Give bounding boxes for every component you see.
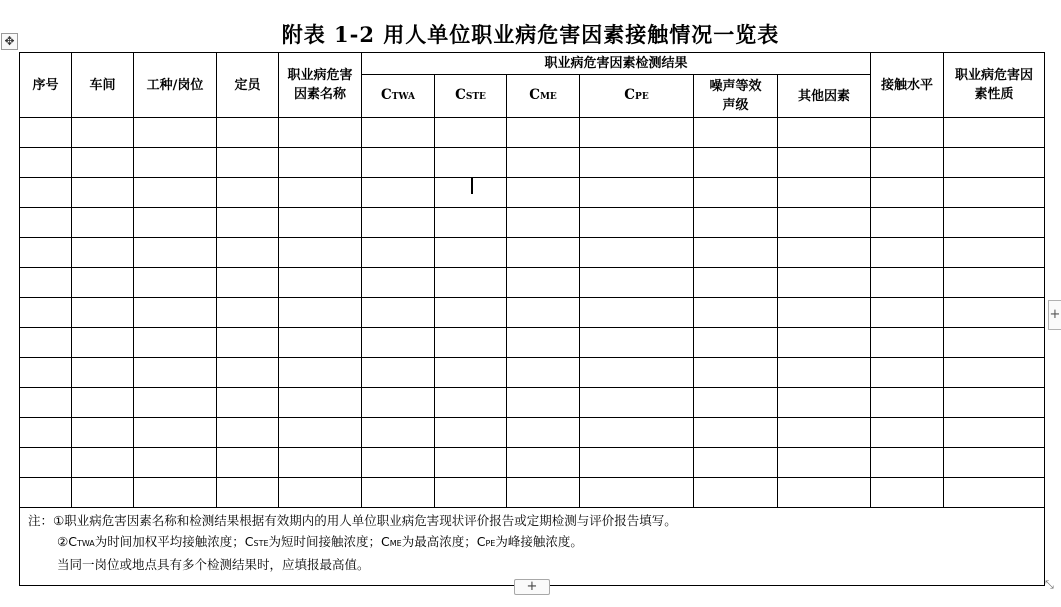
table-cell[interactable] [778, 328, 871, 358]
table-cell[interactable] [871, 358, 944, 388]
table-cell[interactable] [279, 178, 362, 208]
table-move-handle-icon[interactable]: ✥ [1, 33, 18, 50]
table-cell[interactable] [778, 238, 871, 268]
table-cell[interactable] [778, 418, 871, 448]
table-cell[interactable] [871, 478, 944, 508]
table-cell[interactable] [778, 388, 871, 418]
table-cell[interactable] [944, 208, 1045, 238]
table-row [20, 268, 1045, 298]
table-cell[interactable] [694, 268, 778, 298]
table-cell[interactable] [134, 298, 217, 328]
table-cell[interactable] [134, 118, 217, 148]
table-row [20, 208, 1045, 238]
table-cell[interactable] [134, 208, 217, 238]
table-cell[interactable] [362, 328, 435, 358]
table-cell[interactable] [944, 478, 1045, 508]
table-cell[interactable] [944, 448, 1045, 478]
table-row [20, 328, 1045, 358]
header-job: 工种/岗位 [134, 53, 217, 118]
table-cell[interactable] [694, 448, 778, 478]
table-cell[interactable] [580, 388, 694, 418]
page-title: 附表 1-2 用人单位职业病危害因素接触情况一览表 [281, 22, 780, 47]
table-cell[interactable] [694, 388, 778, 418]
table-cell[interactable] [435, 448, 507, 478]
table-cell[interactable] [435, 298, 507, 328]
table-cell[interactable] [871, 238, 944, 268]
table-cell[interactable] [435, 208, 507, 238]
table-cell[interactable] [507, 298, 580, 328]
table-cell[interactable] [694, 358, 778, 388]
add-row-icon[interactable]: + [514, 579, 550, 595]
table-cell[interactable] [72, 298, 134, 328]
table-cell[interactable] [871, 418, 944, 448]
table-row [20, 178, 1045, 208]
table-cell[interactable] [72, 268, 134, 298]
table-cell[interactable] [694, 178, 778, 208]
table-notes [20, 508, 1045, 586]
header-c-me: CME [507, 75, 580, 118]
header-detection-group: 职业病危害因素检测结果 [362, 53, 871, 75]
table-cell[interactable] [507, 178, 580, 208]
table-cell[interactable] [20, 148, 72, 178]
table-cell[interactable] [944, 148, 1045, 178]
table-cell[interactable] [435, 268, 507, 298]
table-cell[interactable] [217, 148, 279, 178]
table-cell[interactable] [778, 118, 871, 148]
table-cell[interactable] [778, 178, 871, 208]
table-cell[interactable] [20, 358, 72, 388]
table-cell[interactable] [217, 178, 279, 208]
table-cell[interactable] [72, 118, 134, 148]
header-c-pe: CPE [580, 75, 694, 118]
table-cell[interactable] [944, 298, 1045, 328]
table-cell[interactable] [279, 478, 362, 508]
table-cell[interactable] [134, 268, 217, 298]
table-cell[interactable] [72, 328, 134, 358]
table-cell[interactable] [507, 448, 580, 478]
table-cell[interactable] [694, 208, 778, 238]
table-row [20, 358, 1045, 388]
header-seq: 序号 [20, 53, 72, 118]
table-cell[interactable] [580, 238, 694, 268]
table-cell[interactable] [20, 388, 72, 418]
table-cell[interactable] [507, 268, 580, 298]
table-cell[interactable] [944, 178, 1045, 208]
table-cell[interactable] [778, 208, 871, 238]
table-cell[interactable] [134, 148, 217, 178]
table-cell[interactable] [871, 178, 944, 208]
table-cell[interactable] [435, 478, 507, 508]
table-cell[interactable] [72, 208, 134, 238]
table-cell[interactable] [217, 298, 279, 328]
table-cell[interactable] [362, 418, 435, 448]
table-cell[interactable] [72, 448, 134, 478]
table-cell[interactable] [694, 148, 778, 178]
table-cell[interactable] [362, 268, 435, 298]
table-cell[interactable] [279, 208, 362, 238]
table-cell[interactable] [362, 358, 435, 388]
table-cell[interactable] [279, 148, 362, 178]
table-cell[interactable] [435, 148, 507, 178]
table-cell[interactable] [279, 298, 362, 328]
table-cell[interactable] [778, 478, 871, 508]
table-cell[interactable] [694, 328, 778, 358]
table-cell[interactable] [944, 388, 1045, 418]
header-exposure-level: 接触水平 [871, 53, 944, 118]
table-cell[interactable] [871, 388, 944, 418]
table-cell[interactable] [944, 118, 1045, 148]
table-cell[interactable] [134, 178, 217, 208]
header-c-ste: CSTE [435, 75, 507, 118]
table-cell[interactable] [72, 388, 134, 418]
table-cell[interactable] [20, 478, 72, 508]
table-cell[interactable] [507, 388, 580, 418]
table-cell[interactable] [871, 118, 944, 148]
table-cell[interactable] [871, 208, 944, 238]
table-cell[interactable] [217, 388, 279, 418]
table-cell[interactable] [778, 448, 871, 478]
table-cell[interactable] [871, 298, 944, 328]
table-row [20, 118, 1045, 148]
note-line-3: 当同一岗位或地点具有多个检测结果时，应填报最高值。 [57, 557, 370, 572]
table-cell[interactable] [134, 328, 217, 358]
table-cell[interactable] [580, 208, 694, 238]
table-cell[interactable] [279, 268, 362, 298]
table-cell[interactable] [72, 478, 134, 508]
note-line-1: 注：①职业病危害因素名称和检测结果根据有效期内的用人单位职业病危害现状评价报告或定期检测与评价报告填写。 [28, 513, 677, 528]
header-other: 其他因素 [778, 75, 871, 118]
table-row [20, 388, 1045, 418]
table-cell[interactable] [72, 418, 134, 448]
table-cell[interactable] [20, 238, 72, 268]
table-cell[interactable] [362, 478, 435, 508]
table-cell[interactable] [944, 328, 1045, 358]
table-body [20, 118, 1045, 508]
table-cell[interactable] [435, 418, 507, 448]
table-cell[interactable] [279, 388, 362, 418]
table-cell[interactable] [507, 418, 580, 448]
table-cell[interactable] [435, 358, 507, 388]
header-nature: 职业病危害因素性质 [944, 53, 1045, 118]
table-cell[interactable] [279, 238, 362, 268]
table-cell[interactable] [778, 148, 871, 178]
table-cell[interactable] [944, 268, 1045, 298]
table-cell[interactable] [20, 118, 72, 148]
table-cell[interactable] [580, 178, 694, 208]
table-cell[interactable] [362, 208, 435, 238]
table-cell[interactable] [944, 238, 1045, 268]
table-cell[interactable] [362, 298, 435, 328]
table-cell[interactable] [217, 328, 279, 358]
table-cell[interactable] [20, 328, 72, 358]
table-cell[interactable] [279, 118, 362, 148]
table-cell[interactable] [778, 358, 871, 388]
table-cell[interactable] [279, 358, 362, 388]
table-cell[interactable] [362, 118, 435, 148]
table-cell[interactable] [217, 208, 279, 238]
table-cell[interactable] [134, 478, 217, 508]
table-row [20, 418, 1045, 448]
table-cell[interactable] [20, 298, 72, 328]
table-cell[interactable] [580, 448, 694, 478]
table-cell[interactable] [507, 148, 580, 178]
table-cell[interactable] [362, 178, 435, 208]
table-cell[interactable] [580, 418, 694, 448]
table-row [20, 298, 1045, 328]
table-cell[interactable] [694, 478, 778, 508]
table-cell[interactable] [580, 358, 694, 388]
table-cell[interactable] [507, 478, 580, 508]
table-cell[interactable] [580, 148, 694, 178]
table-cell[interactable] [217, 418, 279, 448]
table-cell[interactable] [944, 358, 1045, 388]
table-cell[interactable] [134, 358, 217, 388]
table-row [20, 238, 1045, 268]
header-workshop: 车间 [72, 53, 134, 118]
header-noise: 噪声等效声级 [694, 75, 778, 118]
table-cell[interactable] [72, 238, 134, 268]
table-cell[interactable] [871, 448, 944, 478]
table-row [20, 448, 1045, 478]
table-cell[interactable] [362, 148, 435, 178]
table-cell[interactable] [217, 118, 279, 148]
table-cell[interactable] [72, 358, 134, 388]
table-cell[interactable] [20, 418, 72, 448]
table-cell[interactable] [507, 118, 580, 148]
table-cell[interactable] [217, 268, 279, 298]
table-row [20, 478, 1045, 508]
table-cell[interactable] [507, 328, 580, 358]
table-cell[interactable] [435, 238, 507, 268]
table-cell[interactable] [694, 238, 778, 268]
table-cell[interactable] [944, 418, 1045, 448]
text-cursor [471, 177, 473, 194]
table-cell[interactable] [580, 118, 694, 148]
header-c-twa: CTWA [362, 75, 435, 118]
table-cell[interactable] [507, 358, 580, 388]
table-cell[interactable] [507, 238, 580, 268]
table-cell[interactable] [778, 298, 871, 328]
table-cell[interactable] [435, 328, 507, 358]
table-cell[interactable] [694, 118, 778, 148]
table-cell[interactable] [20, 448, 72, 478]
table-cell[interactable] [72, 178, 134, 208]
table-cell[interactable] [778, 268, 871, 298]
table-cell[interactable] [507, 208, 580, 238]
table-cell[interactable] [871, 328, 944, 358]
table-cell[interactable] [694, 418, 778, 448]
table-cell[interactable] [871, 268, 944, 298]
add-column-icon[interactable]: + [1048, 300, 1061, 330]
table-cell[interactable] [134, 238, 217, 268]
table-cell[interactable] [134, 448, 217, 478]
table-cell[interactable] [279, 328, 362, 358]
table-cell[interactable] [362, 388, 435, 418]
table-cell[interactable] [217, 478, 279, 508]
table-cell[interactable] [871, 148, 944, 178]
header-staff: 定员 [217, 53, 279, 118]
table-cell[interactable] [580, 478, 694, 508]
note-line-2: ②CTWA为时间加权平均接触浓度；CSTE为短时间接触浓度；CME为最高浓度；CPE为峰接触浓度。 [57, 534, 583, 549]
table-resize-icon[interactable]: ⤡ [1045, 578, 1054, 591]
table-cell[interactable] [72, 148, 134, 178]
table-cell[interactable] [279, 418, 362, 448]
table-cell[interactable] [435, 118, 507, 148]
table-cell[interactable] [362, 448, 435, 478]
exposure-table [19, 52, 1045, 586]
table-cell[interactable] [20, 268, 72, 298]
table-cell[interactable] [580, 328, 694, 358]
table-cell[interactable] [217, 238, 279, 268]
table-cell[interactable] [134, 388, 217, 418]
table-cell[interactable] [134, 418, 217, 448]
table-cell[interactable] [20, 208, 72, 238]
table-cell[interactable] [217, 448, 279, 478]
table-cell[interactable] [20, 178, 72, 208]
header-factor-name: 职业病危害因素名称 [279, 53, 362, 118]
table-row [20, 148, 1045, 178]
table-cell[interactable] [435, 388, 507, 418]
table-cell[interactable] [694, 298, 778, 328]
table-cell[interactable] [580, 268, 694, 298]
table-cell[interactable] [580, 298, 694, 328]
table-cell[interactable] [362, 238, 435, 268]
table-cell[interactable] [279, 448, 362, 478]
table-cell[interactable] [217, 358, 279, 388]
